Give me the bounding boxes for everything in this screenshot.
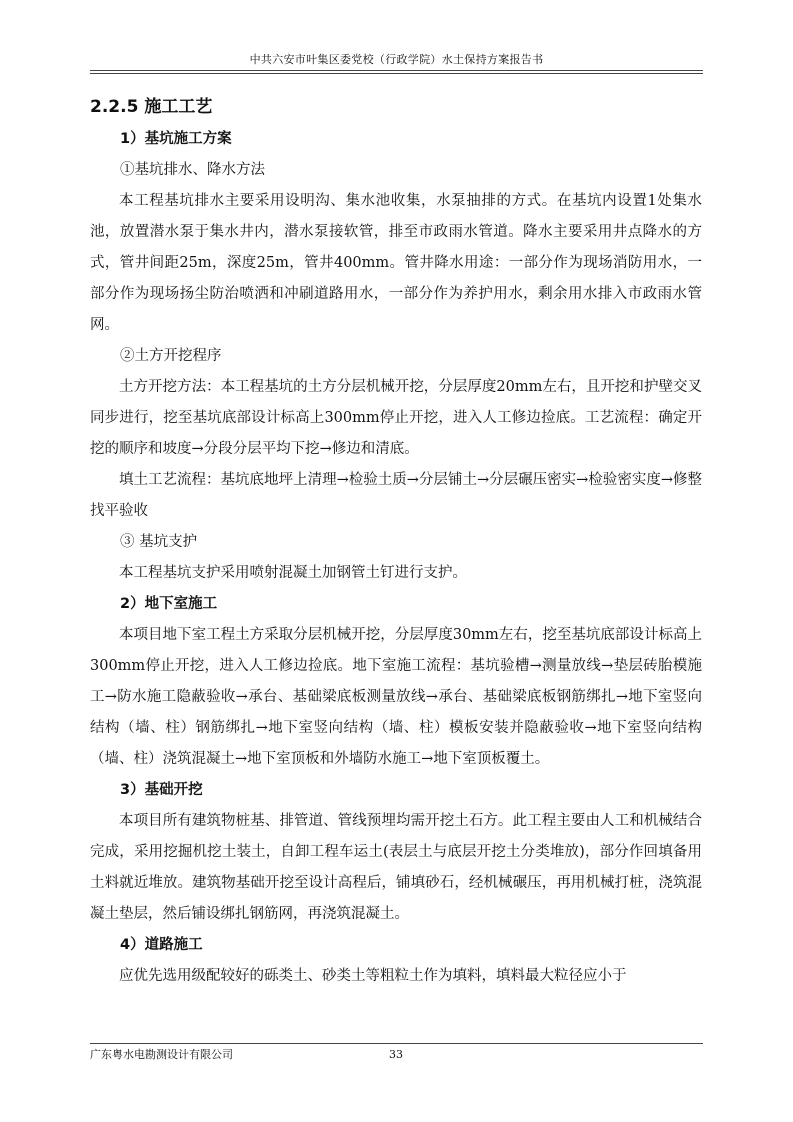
subsection-heading-basement: 2）地下室施工 xyxy=(120,596,218,612)
page-header-title: 中共六安市叶集区委党校（行政学院）水土保持方案报告书 xyxy=(249,53,544,66)
paragraph-backfill-process: 填土工艺流程：基坑底地坪上清理→检验土质→分层铺土→分层碾压密实→检验密实度→修整找平验收 xyxy=(90,472,702,519)
paragraph-support: 本工程基坑支护采用喷射混凝土加钢管土钉进行支护。 xyxy=(119,565,467,581)
paragraph-road: 应优先选用级配较好的砾类土、砂类土等粗粒土作为填料，填料最大粒径应小于 xyxy=(119,968,627,984)
subsection-heading-pit-construction: 1）基坑施工方案 xyxy=(120,131,232,147)
subsection-heading-foundation: 3）基础开挖 xyxy=(120,782,203,798)
paragraph-foundation: 本项目所有建筑物桩基、排管道、管线预埋均需开挖土石方。此工程主要由人工和机械结合完成，采用挖掘机挖土装土，自卸工程车运土(表层土与底层开挖土分类堆放)，部分作回填备用土料就近堆放。建筑物基础开挖至设计高程后，铺填砂石，经机械碾压，再用机械打桩，浇筑混凝土垫层，然后铺设绑扎钢筋网，再浇筑混凝土。 xyxy=(90,813,702,922)
header-rule xyxy=(90,70,703,74)
subsection-heading-road: 4）道路施工 xyxy=(120,937,203,953)
item-heading-excavation: ②土方开挖程序 xyxy=(120,348,222,364)
footer-company: 广东粤水电勘测设计有限公司 xyxy=(90,1048,233,1061)
section-heading: 2.2.5 施工工艺 xyxy=(90,97,213,117)
paragraph-excavation-method: 土方开挖方法：本工程基坑的土方分层机械开挖，分层厚度20mm左右，且开挖和护壁交叉同步进行，挖至基坑底部设计标高上300mm停止开挖，进入人工修边捡底。工艺流程：确定开挖的顺序和坡度→分段分层平均下挖→修边和清底。 xyxy=(90,379,702,457)
page-number: 33 xyxy=(389,1048,403,1061)
paragraph-drainage: 本工程基坑排水主要采用设明沟、集水池收集，水泵抽排的方式。在基坑内设置1处集水池，放置潜水泵于集水井内，潜水泵接软管，排至市政雨水管道。降水主要采用井点降水的方式，管井间距25m，深度25m，管井400mm。管井降水用途：一部分作为现场消防用水，一部分作为现场扬尘防治喷洒和冲刷道路用水，一部分作为养护用水，剩余用水排入市政雨水管网。 xyxy=(90,193,702,333)
footer-rule xyxy=(90,1043,703,1044)
item-heading-support: ③ 基坑支护 xyxy=(120,534,198,550)
item-heading-drainage: ①基坑排水、降水方法 xyxy=(120,162,265,178)
document-body xyxy=(90,90,702,992)
paragraph-basement: 本项目地下室工程土方采取分层机械开挖，分层厚度30mm左右，挖至基坑底部设计标高上300mm停止开挖，进入人工修边捡底。地下室施工流程：基坑验槽→测量放线→垫层砖胎模施工→防水施工隐蔽验收→承台、基础梁底板测量放线→承台、基础梁底板钢筋绑扎→地下室竖向结构（墙、柱）钢筋绑扎→地下室竖向结构（墙、柱）模板安装并隐蔽验收→地下室竖向结构（墙、柱）浇筑混凝土→地下室顶板和外墙防水施工→地下室顶板覆土。 xyxy=(90,627,702,767)
